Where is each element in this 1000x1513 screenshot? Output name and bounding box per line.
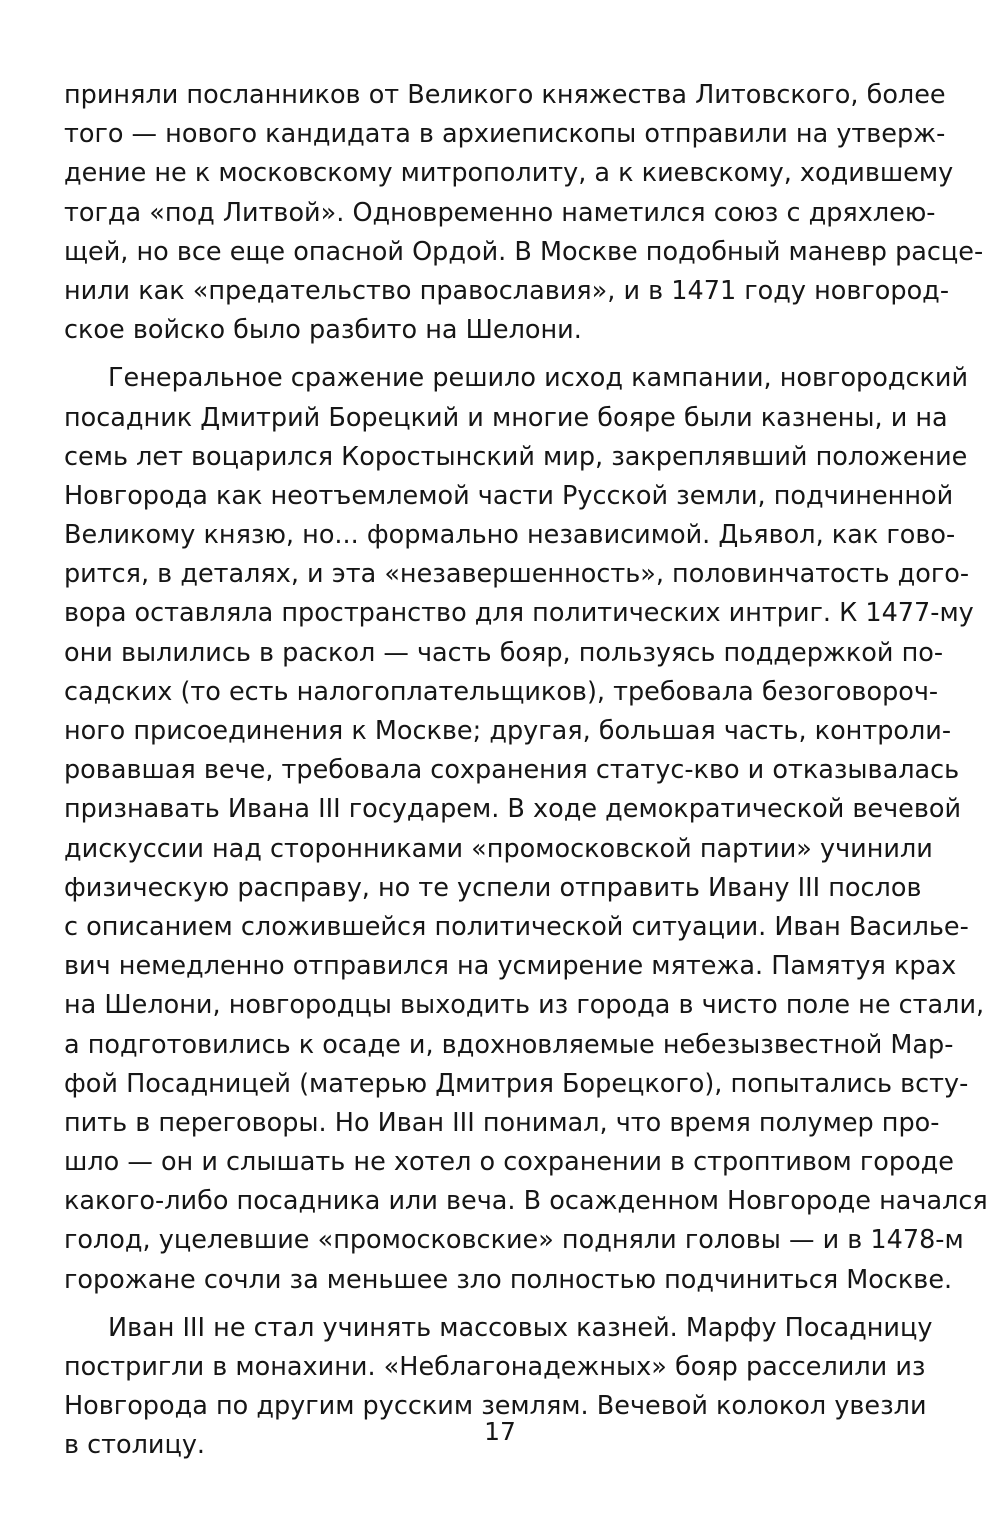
text-line: вора оставляла пространство для политических интриг. К 1477-му — [64, 598, 974, 629]
page-number: 17 — [484, 1417, 516, 1446]
text-line: Великому князю, но... формально независимой. Дьявол, как гово- — [64, 520, 956, 551]
text-line: Новгорода по другим русским землям. Вечевой колокол увезли — [64, 1391, 927, 1422]
text-line: тогда «под Литвой». Одновременно наметился союз с дряхлею- — [64, 197, 936, 228]
paragraph-2 — [64, 359, 988, 1300]
text-line: семь лет воцарился Коростынский мир, закреплявший положение — [64, 441, 968, 472]
text-line: Иван III не стал учинять массовых казней. Марфу Посадницу — [108, 1312, 933, 1343]
text-line: дискуссии над сторонниками «промосковской партии» учинили — [64, 833, 933, 864]
text-line: а подготовились к осаде и, вдохновляемые небезызвестной Мар- — [64, 1029, 954, 1060]
text-line: какого-либо посадника или веча. В осажденном Новгороде начался — [64, 1186, 988, 1217]
text-line: Генеральное сражение решило исход кампании, новгородский — [108, 363, 969, 394]
text-line: приняли посланников от Великого княжества Литовского, более — [64, 80, 946, 110]
text-line: ровавшая вече, требовала сохранения статус-кво и отказывалась — [64, 755, 960, 786]
text-line: вич немедленно отправился на усмирение мятежа. Памятуя крах — [64, 951, 957, 982]
text-line: фой Посадницей (матерью Дмитрия Борецкого), попытались всту- — [64, 1068, 969, 1099]
text-line: признавать Ивана III государем. В ходе демократической вечевой — [64, 794, 962, 825]
text-line: рится, в деталях, и эта «незавершенность», половинчатость дого- — [64, 559, 970, 590]
text-line: посадник Дмитрий Борецкий и многие бояре были казнены, и на — [64, 402, 948, 433]
text-line: дение не к московскому митрополиту, а к киевскому, ходившему — [64, 158, 954, 189]
text-line: постригли в монахини. «Неблагонадежных» бояр расселили из — [64, 1352, 926, 1382]
body-text — [64, 76, 988, 1475]
paragraph-1 — [64, 76, 984, 350]
text-line: с описанием сложившейся политической ситуации. Иван Василье- — [64, 911, 969, 942]
text-line: на Шелони, новгородцы выходить из города в чисто поле не стали, — [64, 990, 985, 1021]
text-line: шло — он и слышать не хотел о сохранении в строптивом городе — [64, 1147, 954, 1178]
text-line: нили как «предательство православия», и в 1471 году новгород- — [64, 275, 950, 306]
text-line: ское войско было разбито на Шелони. — [64, 315, 582, 346]
text-line: садских (то есть налогоплательщиков), требовала безоговороч- — [64, 676, 939, 707]
text-line: горожане сочли за меньшее зло полностью подчиниться Москве. — [64, 1264, 953, 1295]
text-line: в столицу. — [64, 1430, 206, 1461]
text-line: того — нового кандидата в архиепископы отправили на утверж- — [64, 119, 946, 150]
text-line: физическую расправу, но те успели отправить Ивану III послов — [64, 872, 922, 903]
text-line: голод, уцелевшие «промосковские» подняли головы — и в 1478-м — [64, 1225, 964, 1256]
text-line: ного присоединения к Москве; другая, большая часть, контроли- — [64, 716, 952, 746]
text-line: они вылились в раскол — часть бояр, пользуясь поддержкой по- — [64, 637, 944, 668]
text-line: пить в переговоры. Но Иван III понимал, что время полумер про- — [64, 1107, 940, 1138]
text-line: щей, но все еще опасной Ордой. В Москве подобный маневр расце- — [64, 236, 984, 267]
text-line: Новгорода как неотъемлемой части Русской земли, подчиненной — [64, 480, 954, 511]
